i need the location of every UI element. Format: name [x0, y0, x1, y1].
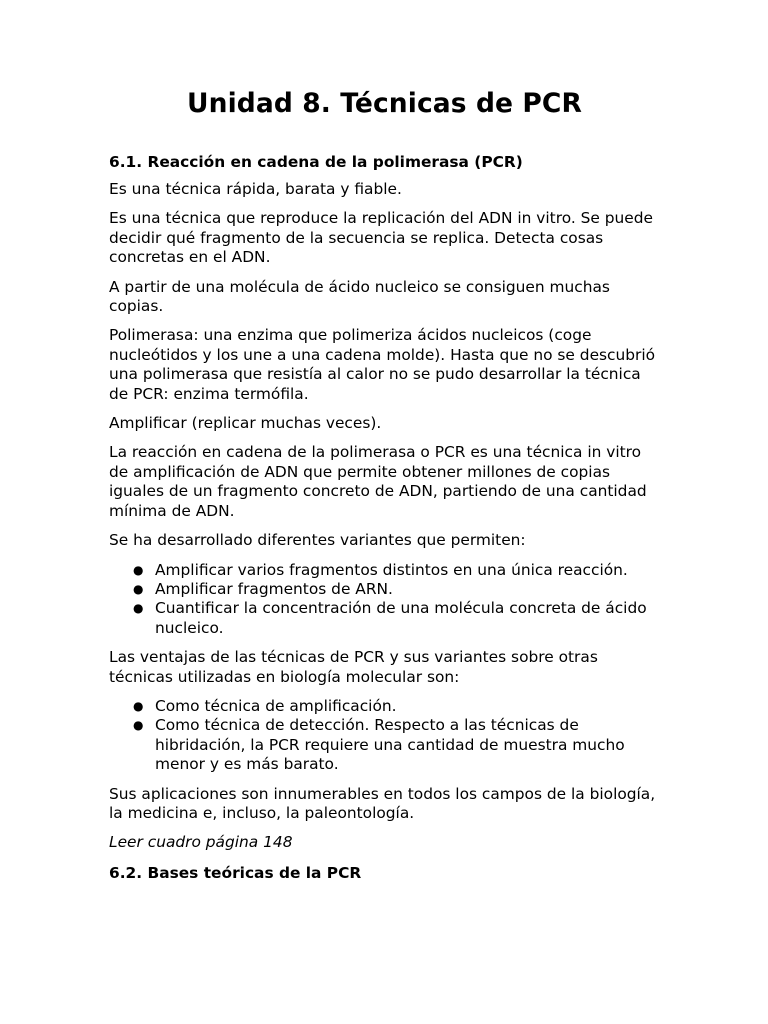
list-item	[109, 599, 660, 638]
list-item	[109, 561, 660, 580]
paragraph-variants-intro: Se ha desarrollado diferentes variantes que permiten:	[109, 531, 526, 550]
variants-list	[109, 561, 660, 639]
document-title: Unidad 8. Técnicas de PCR	[187, 88, 582, 119]
list-item	[109, 580, 660, 599]
bullet-icon: ●	[133, 698, 144, 713]
paragraph-advantages-intro: Las ventajas de las técnicas de PCR y sus variantes sobre otras técnicas utilizadas en biología molecular son:	[109, 648, 598, 686]
section-heading-6-1: 6.1. Reacción en cadena de la polimerasa (PCR)	[109, 153, 523, 171]
paragraph-replication: Es una técnica que reproduce la replicación del ADN in vitro. Se puede decidir qué fragmento de la secuencia se replica. Detecta cosas concretas en el ADN.	[109, 209, 653, 267]
bullet-icon: ●	[133, 718, 144, 733]
paragraph-intro: Es una técnica rápida, barata y fiable.	[109, 180, 402, 198]
paragraph-copies: A partir de una molécula de ácido nucleico se consiguen muchas copias.	[109, 277, 610, 316]
list-item	[109, 716, 660, 774]
bullet-icon: ●	[133, 581, 144, 596]
paragraph-applications: Sus aplicaciones son innumerables en todos los campos de la biología, la medicina e, incluso, la paleontología.	[109, 784, 656, 822]
list-item	[109, 697, 660, 716]
advantages-list	[109, 697, 660, 775]
list-item-text: Amplificar varios fragmentos distintos en una única reacción.	[155, 560, 628, 579]
reading-note: Leer cuadro página 148	[109, 833, 293, 852]
list-item-text: Como técnica de amplificación.	[155, 696, 397, 715]
section-heading-6-2: 6.2. Bases teóricas de la PCR	[109, 863, 362, 882]
bullet-icon: ●	[133, 562, 144, 577]
list-item-text: Amplificar fragmentos de ARN.	[155, 579, 393, 598]
paragraph-amplify: Amplificar (replicar muchas veces).	[109, 414, 382, 433]
list-item-text: Cuantificar la concentración de una molécula concreta de ácido nucleico.	[155, 599, 647, 637]
list-item-text: Como técnica de detección. Respecto a las técnicas de hibridación, la PCR requiere una cantidad de muestra mucho menor y es más barato.	[155, 716, 625, 774]
paragraph-definition: La reacción en cadena de la polimerasa o PCR es una técnica in vitro de amplificación de ADN que permite obtener millones de copias iguales de un fragmento concreto de ADN, partiendo de una cantidad mínima de ADN.	[109, 443, 647, 520]
paragraph-polymerase: Polimerasa: una enzima que polimeriza ácidos nucleicos (coge nucleótidos y los une a una cadena molde). Hasta que no se descubrió una polimerasa que resistía al calor no se pudo desarrollar la técnica de PCR: enzima termófila.	[109, 326, 656, 403]
bullet-icon: ●	[133, 601, 144, 616]
